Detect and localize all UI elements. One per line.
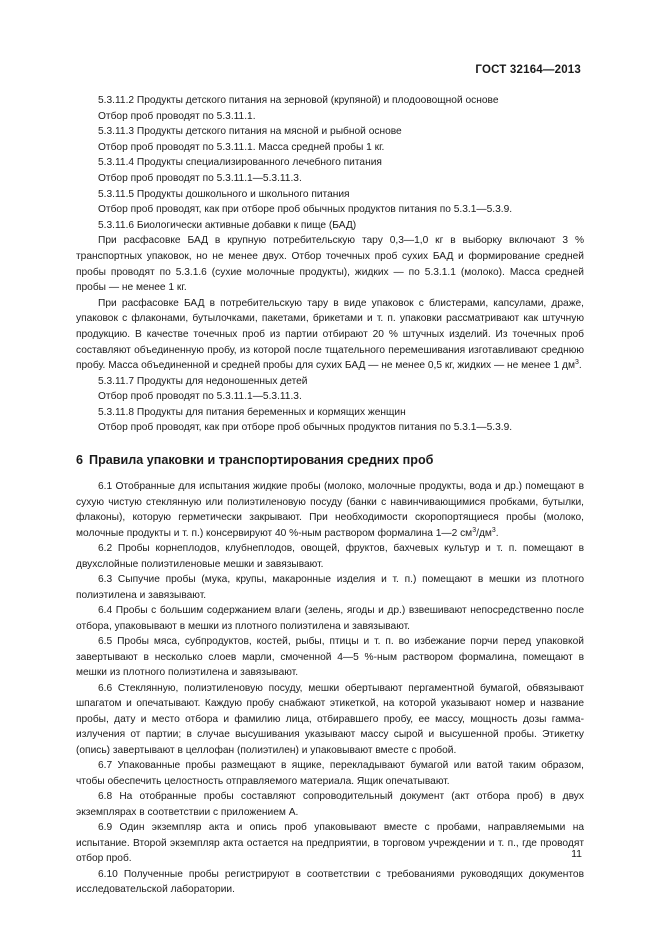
section-title: Правила упаковки и транспортирования средних проб <box>89 453 434 468</box>
clause-5-3-11-8: 5.3.11.8 Продукты для питания беременных и кормящих женщин <box>98 406 406 418</box>
clause-text-bad-consumer: При расфасовке БАД в потребительскую тару в виде упаковок с блистерами, капсулами, драже, упаковок с флаконами, бутылочками, пакетами, брикетами и т. п. упаковки рассматривают как штучную продукцию. В качестве точечных проб из партии отбирают 20 % штучных изделий. Из точечных проб составляют объединенную пробу, из которой после тщательного перемешивания изготавливают среднюю пробу. Масса объединенной и средней пробы для сухих БАД — не менее 0,5 кг, жидких — не менее 1 $дм^3$. <box>76 297 584 372</box>
clause-6-1: 6.1 Отобранные для испытания жидкие пробы (молоко, молочные продукты, вода и др.) помещают в сухую чистую стеклянную или полиэтиленовую посуду (банки с навинчивающимися пробками, бутылки, флаконы), которую герметически закрывают. При необходимости скоропортящиеся пробы (молоко, молочные продукты и т. п.) консервируют 40 %-ным раствором формалина 1—2 $см^3/дм^3$. <box>76 481 584 539</box>
clause-6-8: 6.8 На отобранные пробы составляют сопроводительный документ (акт отбора проб) в двух экземплярах в соответствии с приложением А. <box>76 791 584 818</box>
clause-text: Отбор проб проводят по 5.3.11.1—5.3.11.3. <box>98 391 302 403</box>
clause-5-3-11-7: 5.3.11.7 Продукты для недоношенных детей <box>98 375 308 387</box>
section-number: 6 <box>76 453 84 468</box>
clause-6-6: 6.6 Стеклянную, полиэтиленовую посуду, мешки обертывают пергаментной бумагой, обвязывают шпагатом и опечатывают. Каждую пробу снабжают этикеткой, на которой указывают номер и название пробы, дату и место отбора и фамилию лица, отбиравшего пробу, ее массу, мощность дозы гамма-излучения от партии; в случае высушивания указывают массу сырой и высушенной пробы. Этикетку (опись) завертывают в целлофан (полиэтилен) и упаковывают вместе с пробой. <box>76 682 584 756</box>
document-id: ГОСТ 32164—2013 <box>475 64 581 76</box>
clause-6-3: 6.3 Сыпучие пробы (мука, крупы, макаронные изделия и т. п.) помещают в мешки из плотного полиэтилена и завязывают. <box>76 574 584 601</box>
clause-text: Отбор проб проводят, как при отборе проб обычных продуктов питания по 5.3.1—5.3.9. <box>98 204 513 216</box>
clause-text: При расфасовке БАД в крупную потребительскую тару 0,3—1,0 кг в выборку включают 3 % транспортных упаковок, но не менее двух. Отбор точечных проб сухих БАД и формирование средней пробы проводят по 5.3.1.6 (сухие молочные продукты), жидких — по 5.3.1.1 (молоко). Масса средней пробы — не менее 1 кг. <box>76 235 584 294</box>
clause-5-3-11-5: 5.3.11.5 Продукты дошкольного и школьного питания <box>98 188 350 200</box>
clause-text: Отбор проб проводят, как при отборе проб обычных продуктов питания по 5.3.1—5.3.9. <box>98 422 513 434</box>
clause-6-9: 6.9 Один экземпляр акта и опись проб упаковывают вместе с пробами, направляемыми на испытание. Второй экземпляр акта остается на предприятии, в торговом учреждении и т. п., где проводят отбор проб. <box>76 822 584 865</box>
clause-text: Отбор проб проводят по 5.3.11.1—5.3.11.3. <box>98 172 302 184</box>
clause-6-10: 6.10 Полученные пробы регистрируют в соответствии с требованиями руководящих документов исследовательской лаборатории. <box>76 868 584 896</box>
clause-6-2: 6.2 Пробы корнеплодов, клубнеплодов, овощей, фруктов, бахчевых культур и т. п. помещают в двухслойные полиэтиленовые мешки и завязывают. <box>76 543 584 570</box>
section-6 <box>76 452 584 898</box>
clause-6-5: 6.5 Пробы мяса, субпродуктов, костей, рыбы, птицы и т. п. во избежание порчи перед упаковкой завертывают в несколько слоев марли, смоченной 4—5 %-ным раствором формалина, помещают в мешки из плотного полиэтилена и завязывают. <box>76 636 584 679</box>
clause-5-3-11-3: 5.3.11.3 Продукты детского питания на мясной и рыбной основе <box>98 126 402 138</box>
clause-5-3-11-4: 5.3.11.4 Продукты специализированного лечебного питания <box>98 157 382 169</box>
page-number: 11 <box>571 848 582 860</box>
document-body <box>76 93 584 898</box>
clause-5-3-11-2: 5.3.11.2 Продукты детского питания на зерновой (крупяной) и плодоовощной основе <box>98 95 499 106</box>
clause-5-3-11-6: 5.3.11.6 Биологически активные добавки к пище (БАД) <box>98 219 357 231</box>
clause-text: Отбор проб проводят по 5.3.11.1. Масса средней пробы 1 кг. <box>98 141 385 153</box>
clause-text: Отбор проб проводят по 5.3.11.1. <box>98 110 256 122</box>
clause-6-4: 6.4 Пробы с большим содержанием влаги (зелень, ягоды и др.) взвешивают непосредственно после отбора, упаковывают в мешки из плотного полиэтилена и завязывают. <box>76 605 584 632</box>
section-heading <box>76 452 584 468</box>
clause-6-7: 6.7 Упакованные пробы размещают в ящике, перекладывают бумагой или ватой таким образом, чтобы обеспечить целостность отправляемого материала. Ящик опечатывают. <box>76 760 584 787</box>
